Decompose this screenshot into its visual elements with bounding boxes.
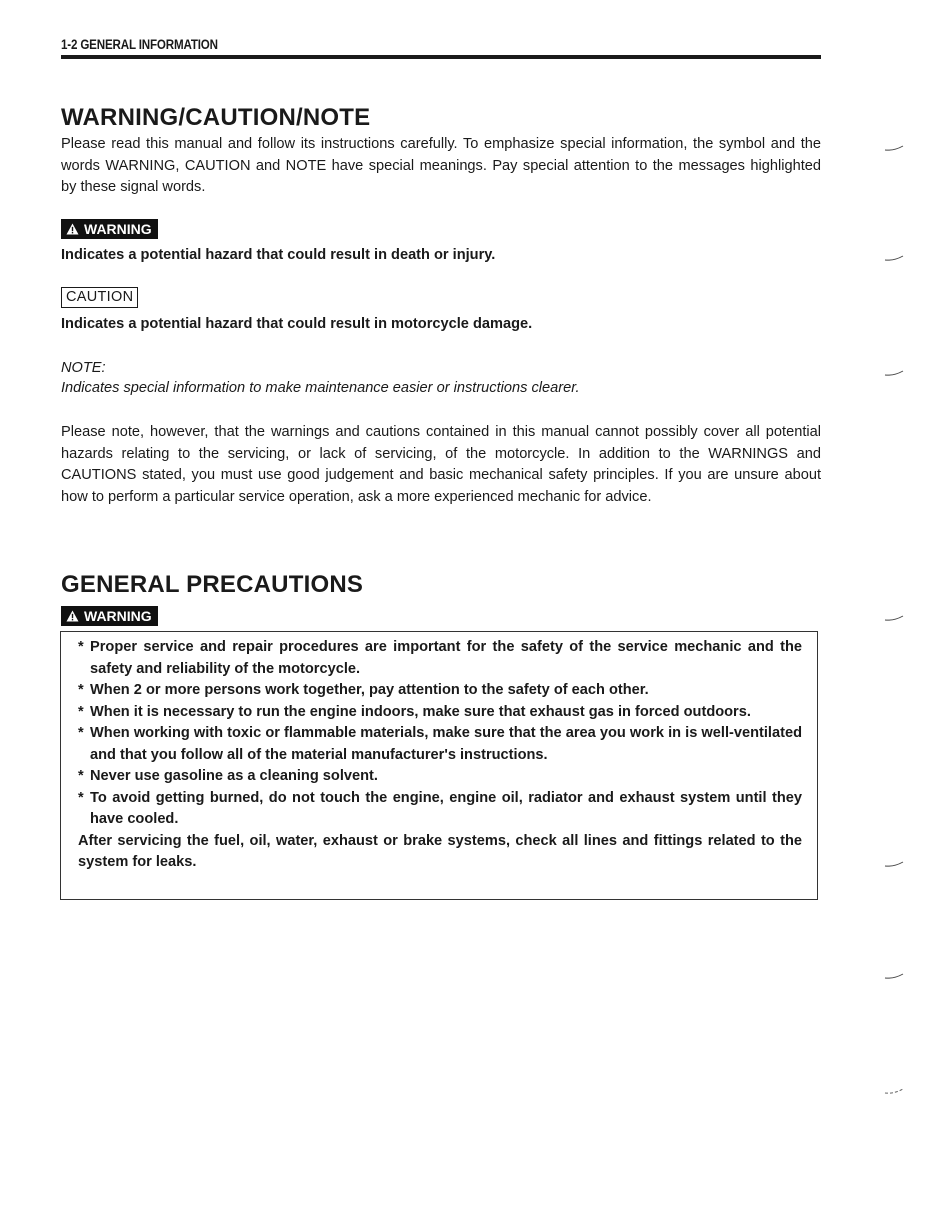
intro-paragraph: Please read this manual and follow its instructions carefully. To emphasize special information, the symbol and the words WARNING, CAUTION and NOTE have special meanings. Pay special attention to the messages highlighted by these signal words. xyxy=(61,136,821,195)
margin-mark xyxy=(884,1087,904,1095)
note-label: NOTE: xyxy=(61,360,106,376)
warning-description: Indicates a potential hazard that could result in death or injury. xyxy=(61,247,496,263)
warning-badge-label: WARNING xyxy=(84,608,152,624)
list-item: * To avoid getting burned, do not touch the engine, engine oil, radiator and exhaust system until they have cooled. xyxy=(78,789,802,827)
margin-mark xyxy=(884,369,904,377)
list-item: * When it is necessary to run the engine indoors, make sure that exhaust gas in forced outdoors. xyxy=(78,703,751,720)
note-description: Indicates special information to make maintenance easier or instructions clearer. xyxy=(61,380,580,396)
precautions-closing-note: After servicing the fuel, oil, water, exhaust or brake systems, check all lines and fittings related to the system for leaks. xyxy=(78,832,802,870)
caution-description: Indicates a potential hazard that could result in motorcycle damage. xyxy=(61,316,533,332)
precautions-warning-badge xyxy=(61,606,158,626)
margin-mark xyxy=(884,144,904,152)
list-item: * When working with toxic or flammable materials, make sure that the area you work in is well-ventilated and that you follow all of the material manufacturer's instructions. xyxy=(78,725,802,763)
warning-badge-label: WARNING xyxy=(84,221,152,237)
list-item-text: To avoid getting burned, do not touch the engine, engine oil, radiator and exhaust system until they have cooled. xyxy=(90,789,802,827)
warning-badge xyxy=(61,219,158,239)
list-item-text: When working with toxic or flammable materials, make sure that the area you work in is well-ventilated and that you follow all of the material manufacturer's instructions. xyxy=(90,725,802,763)
list-item: * Proper service and repair procedures are important for the safety of the service mechanic and the safety and reliability of the motorcycle. xyxy=(78,639,802,677)
list-item-text: When 2 or more persons work together, pay attention to the safety of each other. xyxy=(90,682,649,698)
margin-mark xyxy=(884,860,904,868)
margin-mark xyxy=(884,972,904,980)
margin-mark xyxy=(884,614,904,622)
list-item-text: Proper service and repair procedures are important for the safety of the service mechanic and the safety and reliability of the motorcycle. xyxy=(90,639,802,677)
caution-badge: CAUTION xyxy=(61,287,138,308)
section-title-warning-caution-note: WARNING/CAUTION/NOTE xyxy=(61,104,371,131)
header-rule xyxy=(61,55,821,59)
list-item-text: Never use gasoline as a cleaning solvent. xyxy=(90,768,378,784)
margin-mark xyxy=(884,254,904,262)
page-header: 1-2 GENERAL INFORMATION xyxy=(61,37,218,52)
precautions-list xyxy=(78,637,802,874)
warning-triangle-icon xyxy=(66,610,79,622)
list-item: * When 2 or more persons work together, pay attention to the safety of each other. xyxy=(78,682,649,698)
list-item-text: When it is necessary to run the engine indoors, make sure that exhaust gas in forced outdoors. xyxy=(90,703,751,720)
list-item: * Never use gasoline as a cleaning solvent. xyxy=(78,768,378,784)
section-title-general-precautions: GENERAL PRECAUTIONS xyxy=(61,571,364,598)
closing-paragraph: Please note, however, that the warnings and cautions contained in this manual cannot possibly cover all potential hazards relating to the servicing, or lack of servicing, of the motorcycle. In addition to the WARNINGS and CAUTIONS stated, you must use good judgement and basic mechanical safety principles. If you are unsure about how to perform a particular service operation, ask a more experienced mechanic for advice. xyxy=(61,424,821,505)
warning-triangle-icon xyxy=(66,223,79,235)
